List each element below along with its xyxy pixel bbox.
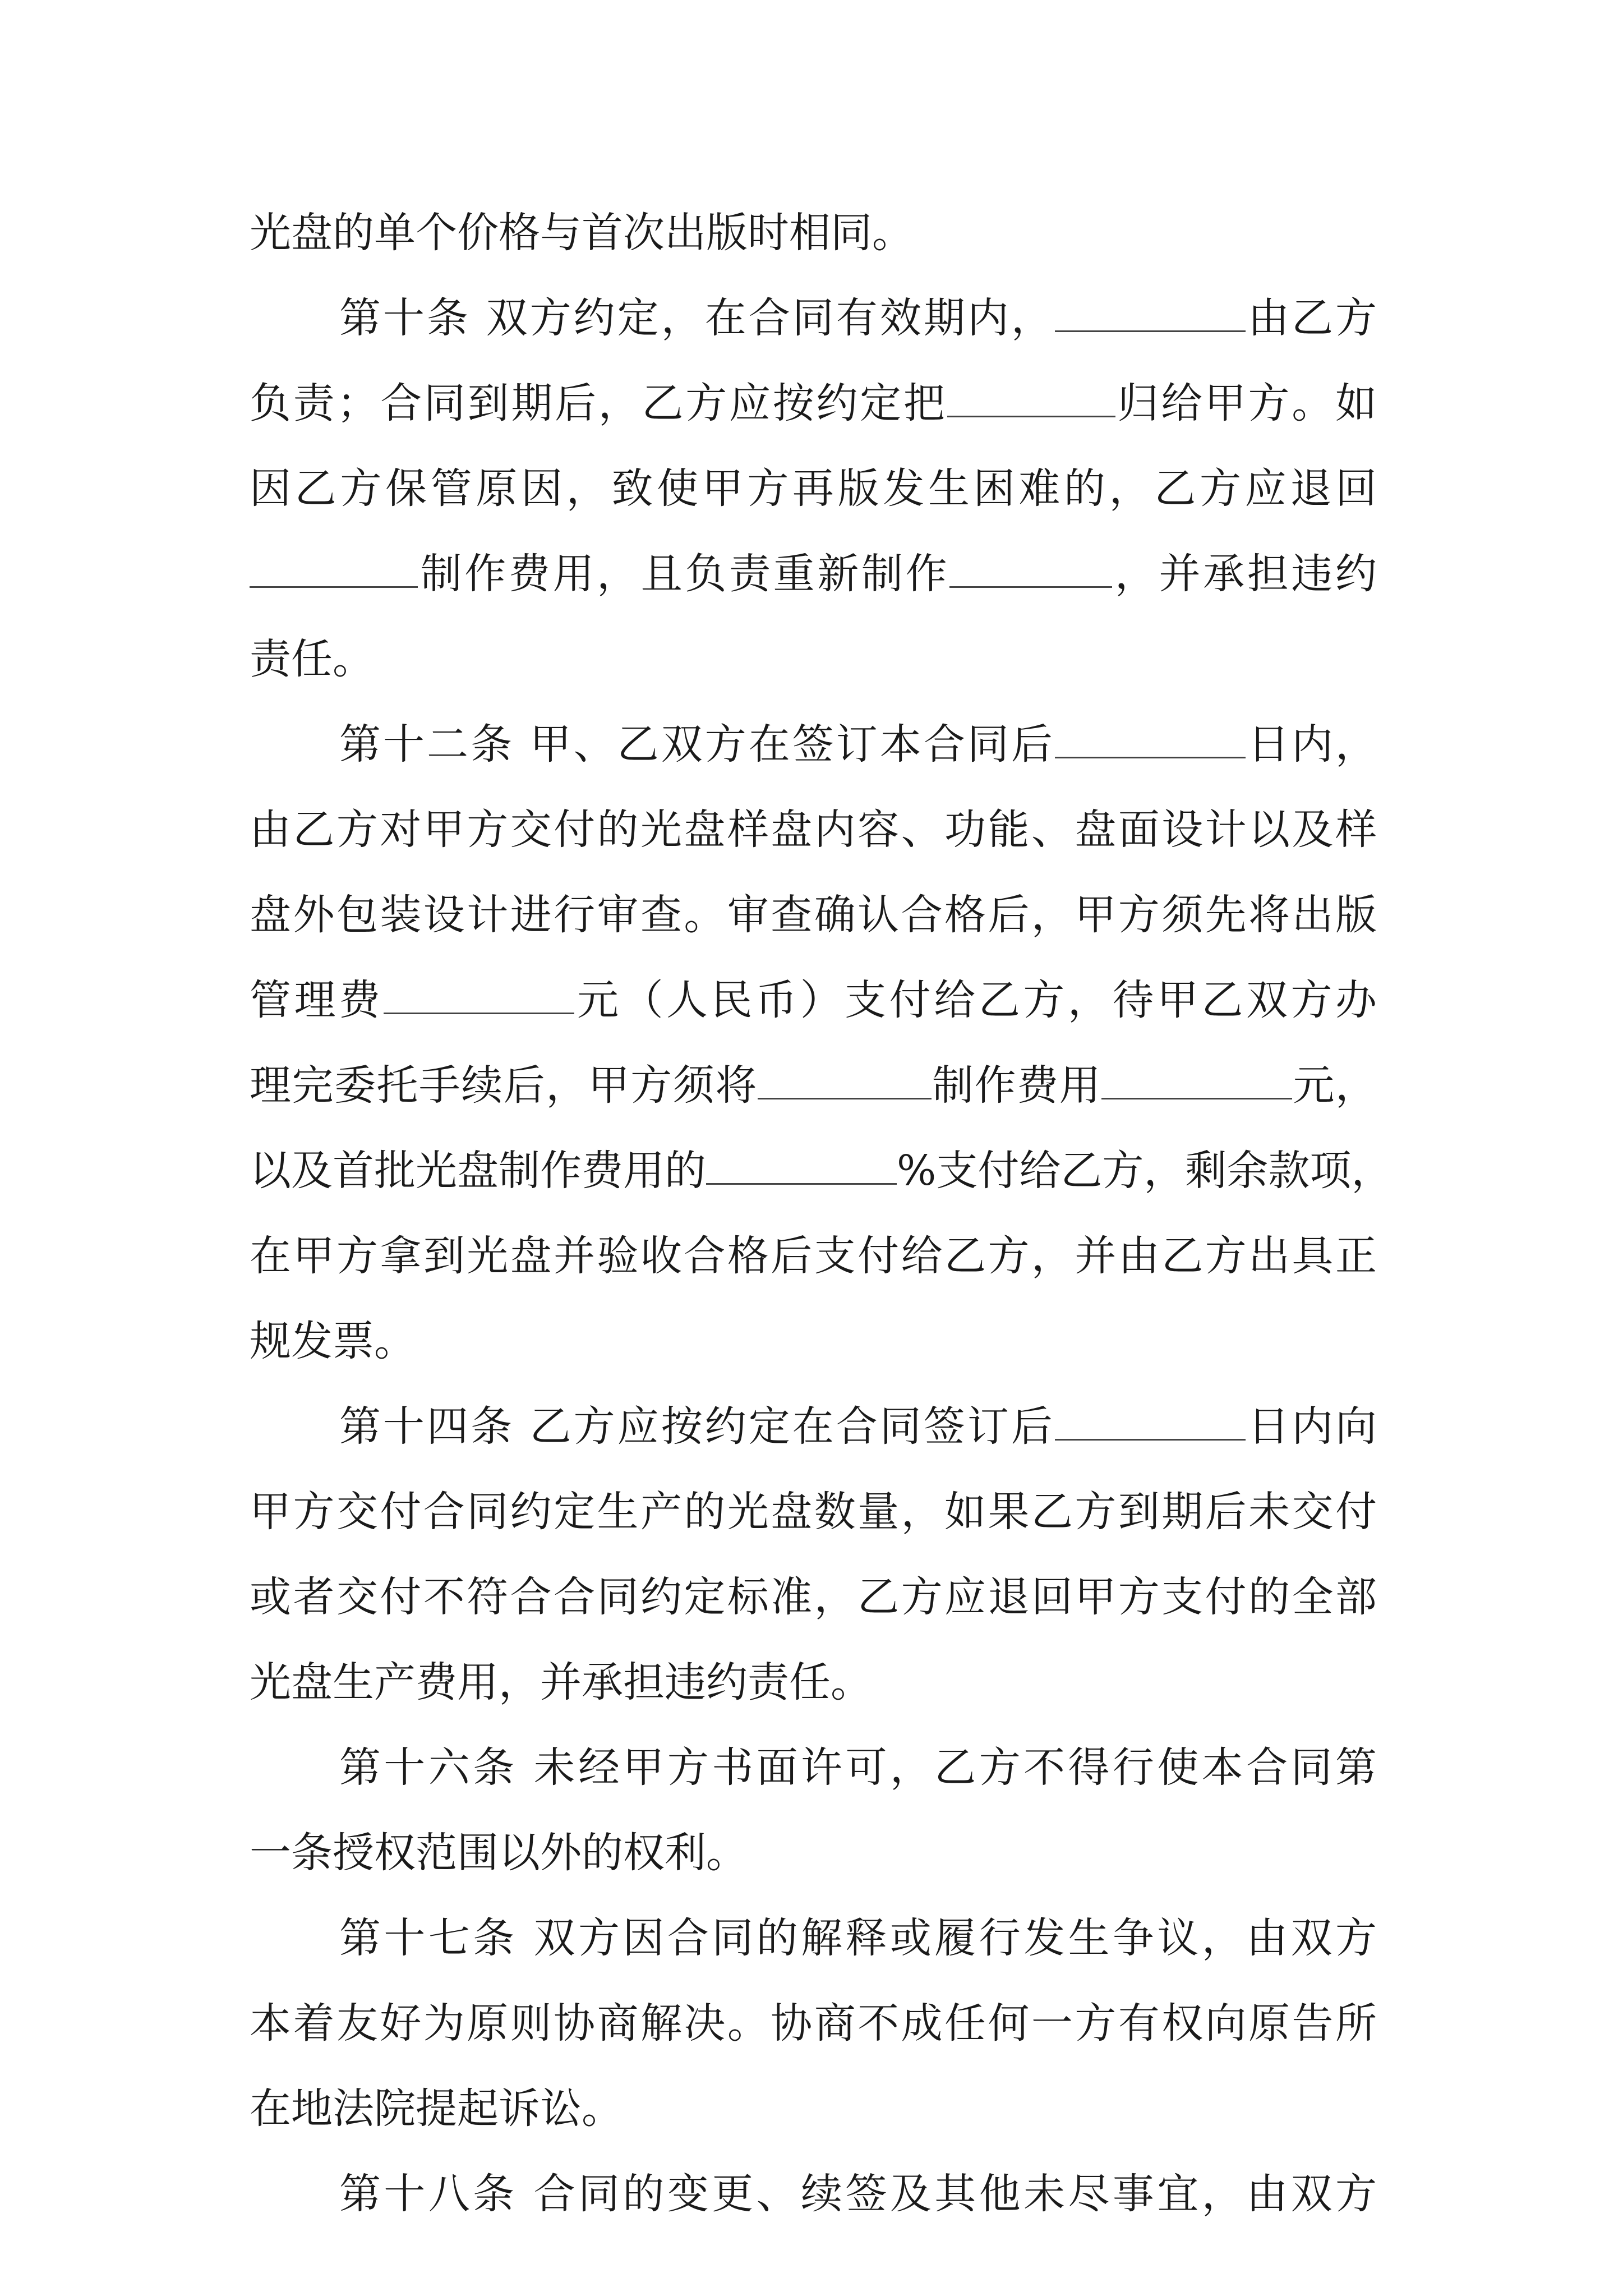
text-run: ，并承担违约 [1112, 550, 1377, 598]
text-run: 第十四条 乙方应按约定在合同签订后 [339, 1402, 1055, 1451]
text-line: 本着友好为原则协商解决。协商不成任何一方有权向原告所 [250, 1999, 1377, 2047]
text-run: 以及首批光盘制作费用的 [250, 1147, 706, 1195]
text-run: 日内向 [1245, 1402, 1377, 1451]
text-run: %支付给乙方，剩余款项， [897, 1147, 1393, 1195]
document-page [250, 0, 1393, 2296]
text-line: 甲方交付合同约定生产的光盘数量，如果乙方到期后未交付 [250, 1488, 1377, 1536]
text-line: 在地法院提起诉讼。 [250, 2085, 623, 2133]
fill-in-blank[interactable] [949, 549, 1112, 588]
fill-in-blank[interactable] [1055, 293, 1246, 332]
text-line: 责任。 [250, 635, 374, 683]
text-line: 由乙方对甲方交付的光盘样盘内容、功能、盘面设计以及样 [250, 806, 1377, 854]
text-line: 一条授权范围以外的权利。 [250, 1829, 748, 1877]
fill-in-blank[interactable] [706, 1146, 897, 1185]
fill-in-blank[interactable] [1101, 1061, 1292, 1099]
fill-in-blank[interactable] [384, 976, 574, 1014]
text-run: 元， [1292, 1061, 1377, 1110]
text-line: 在甲方拿到光盘并验收合格后支付给乙方，并由乙方出具正 [250, 1232, 1377, 1280]
text-line [250, 378, 1377, 429]
text-line [250, 975, 1377, 1025]
fill-in-blank[interactable] [758, 1061, 932, 1099]
clause-14-heading-line [339, 1401, 1377, 1452]
text-run: 管理费 [250, 976, 384, 1024]
fill-in-blank[interactable] [1055, 1402, 1246, 1441]
fill-in-blank[interactable] [947, 379, 1115, 417]
text-run: 日内， [1245, 720, 1377, 769]
text-line [250, 1060, 1377, 1111]
text-line: 光盘的单个价格与首次出版时相同。 [250, 209, 914, 257]
text-line [250, 1145, 1393, 1196]
text-line: 规发票。 [250, 1317, 416, 1365]
fill-in-blank[interactable] [250, 549, 418, 588]
clause-10-heading-line [339, 293, 1377, 343]
text-line [250, 549, 1377, 599]
text-run: 归给甲方。如 [1115, 379, 1377, 427]
text-line: 因乙方保管原因，致使甲方再版发生困难的，乙方应退回 [250, 464, 1377, 513]
text-line: 或者交付不符合合同约定标准，乙方应退回甲方支付的全部 [250, 1573, 1377, 1621]
text-run: 第十条 双方约定，在合同有效期内， [339, 294, 1055, 342]
text-run: 负责；合同到期后，乙方应按约定把 [250, 379, 947, 427]
clause-12-heading-line [339, 719, 1377, 770]
text-line: 光盘生产费用，并承担违约责任。 [250, 1658, 872, 1706]
clause-16-heading-line: 第十六条 未经甲方书面许可，乙方不得行使本合同第 [339, 1743, 1377, 1792]
clause-18-heading-line: 第十八条 合同的变更、续签及其他未尽事宜，由双方 [339, 2170, 1377, 2218]
text-run: 由乙方 [1245, 294, 1377, 342]
text-line: 盘外包装设计进行审查。审查确认合格后，甲方须先将出版 [250, 891, 1377, 939]
text-run: 元（人民币）支付给乙方，待甲乙双方办 [574, 976, 1377, 1024]
text-run: 理完委托手续后，甲方须将 [250, 1061, 758, 1110]
text-run: 第十二条 甲、乙双方在签订本合同后 [339, 720, 1055, 769]
text-run: 制作费用，且负责重新制作 [418, 550, 950, 598]
clause-17-heading-line: 第十七条 双方因合同的解释或履行发生争议，由双方 [339, 1914, 1377, 1962]
text-run: 制作费用 [931, 1061, 1102, 1110]
fill-in-blank[interactable] [1055, 720, 1246, 758]
